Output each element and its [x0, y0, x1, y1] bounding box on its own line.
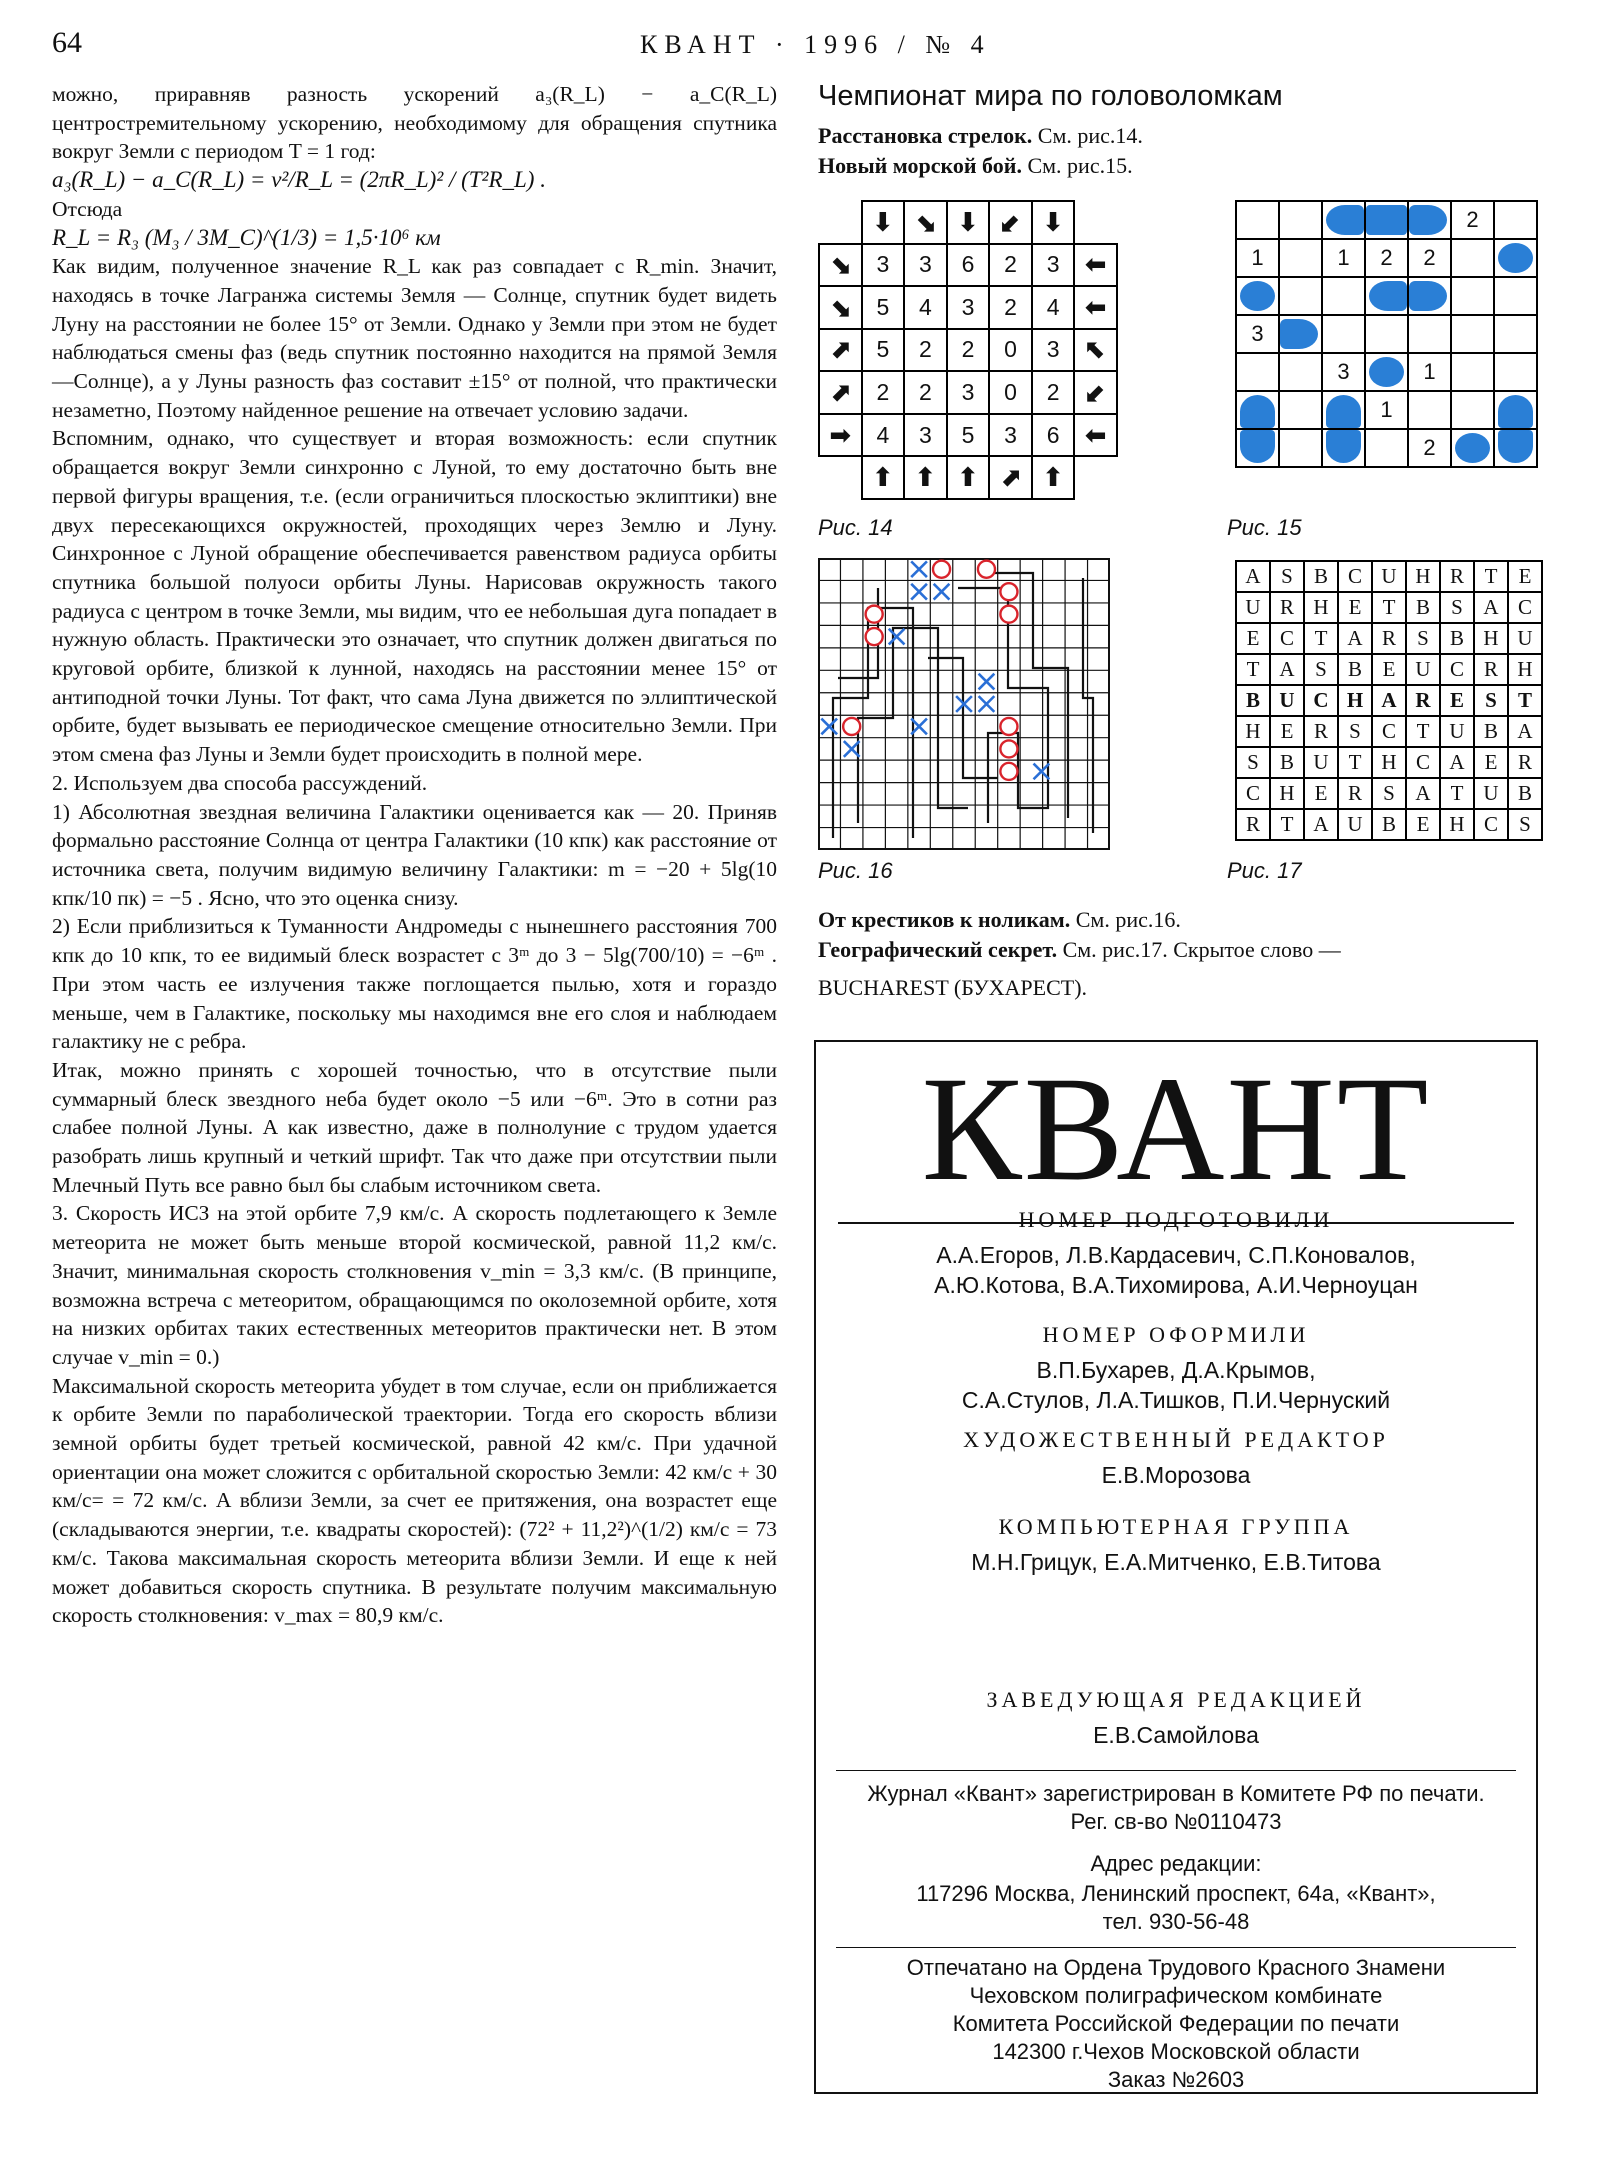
clue-number: 2 [1380, 245, 1393, 270]
clue-number: 2 [1423, 435, 1436, 460]
battleship-cell [1279, 277, 1322, 315]
formula: a₃(R_L) − a_C(R_L) = v²/R_L = (2πR_L)² / (T²R_L) . [52, 167, 546, 193]
address-line: 117296 Москва, Ленинский проспект, 64а, «Квант», [916, 1881, 1436, 1906]
battleship-cell [1365, 429, 1408, 467]
cross-mark [889, 629, 905, 645]
letter-cell: U [1474, 778, 1508, 809]
number-cell: 3 [1032, 329, 1075, 372]
battleship-cell [1322, 239, 1365, 277]
battleship-cell [1322, 201, 1365, 239]
divider [836, 1770, 1516, 1771]
registration-line: Журнал «Квант» зарегистрирован в Комитете РФ по печати. [867, 1781, 1485, 1806]
hidden-word: BUCHAREST (БУХАРЕСТ). [818, 975, 1088, 1000]
ship-segment [1498, 243, 1533, 273]
number-cell: 5 [862, 286, 905, 329]
computer-group-heading: КОМПЬЮТЕРНАЯ ГРУППА [998, 1514, 1354, 1539]
battleship-cell [1451, 353, 1494, 391]
ship-segment [1409, 205, 1447, 235]
battleship-cell [1279, 391, 1322, 429]
letter-cell: E [1474, 747, 1508, 778]
nought-mark [1000, 606, 1017, 623]
letter-cell: S [1304, 654, 1338, 685]
formula: R_L = R₃ (M₃ / 3M_C)^(1/3) = 1,5·10⁶ км [52, 224, 441, 250]
battleship-cell [1322, 429, 1365, 467]
arrow-cell: ⬉ [1074, 329, 1117, 372]
letter-cell: C [1372, 716, 1406, 747]
letter-cell: E [1440, 685, 1474, 716]
answers-bottom [818, 905, 1518, 1003]
battleship-cell [1408, 391, 1451, 429]
number-cell: 4 [862, 414, 905, 457]
battleship-cell [1451, 315, 1494, 353]
letter-cell: U [1406, 654, 1440, 685]
figure-15-battleship [1235, 200, 1538, 468]
letter-cell: E [1338, 592, 1372, 623]
corner-cell [1074, 201, 1117, 244]
art-editor-heading: ХУДОЖЕСТВЕННЫЙ РЕДАКТОР [963, 1427, 1389, 1452]
names-line: В.П.Бухарев, Д.А.Крымов, [1036, 1357, 1316, 1383]
number-cell: 2 [862, 371, 905, 414]
figure-15-caption: Рис. 15 [1227, 515, 1302, 540]
ship-segment [1498, 395, 1533, 428]
battleship-cell [1494, 353, 1537, 391]
letter-cell: R [1304, 716, 1338, 747]
ship-segment [1326, 205, 1364, 235]
paragraph: Как видим, полученное значение R_L как раз совпадает с R_min. Значит, находясь в точке Лагранжа системы Земля — Солнце, спутник будет видеть Луну на расстоянии не более 15° от Земли. Однако у Земли при этом не будет наблюдаться смены фаз (ведь спутник постоянно находится на прямой Земля—Солнце), а у Луны разность фаз составит ±15° от полной, что практически незаметно, Поэтому найденное решение на отвечает условию задачи. [52, 254, 777, 422]
letter-cell: T [1474, 561, 1508, 592]
printing-line: Отпечатано на Ордена Трудового Красного Знамени [906, 1955, 1446, 1980]
answer-ref: См. рис.17. Скрытое слово — [1057, 937, 1341, 962]
nought-mark [866, 606, 883, 623]
battleship-cell [1236, 391, 1279, 429]
letter-cell: C [1270, 623, 1304, 654]
letter-cell: C [1406, 747, 1440, 778]
number-cell: 3 [989, 414, 1032, 457]
battleship-cell [1408, 239, 1451, 277]
prepared-heading: НОМЕР ПОДГОТОВИЛИ [1018, 1207, 1334, 1232]
corner-cell [1074, 456, 1117, 499]
order-number: Заказ №2603 [1107, 2067, 1245, 2092]
letter-cell: R [1474, 654, 1508, 685]
letter-cell: B [1270, 747, 1304, 778]
ship-segment [1369, 281, 1407, 311]
cross-mark [979, 696, 995, 712]
letter-cell: S [1338, 716, 1372, 747]
corner-cell [819, 456, 862, 499]
letter-cell: R [1338, 778, 1372, 809]
letter-cell: A [1440, 747, 1474, 778]
nought-mark [866, 628, 883, 645]
number-cell: 0 [989, 329, 1032, 372]
address-heading: Адрес редакции: [1090, 1851, 1262, 1876]
right-column [818, 80, 1528, 181]
nought-mark [1000, 740, 1017, 757]
left-column-text [52, 80, 777, 1630]
ship-segment [1455, 433, 1490, 463]
arrow-cell: ⬆ [1032, 456, 1075, 499]
nought-mark [843, 718, 860, 735]
paragraph: 2. Используем два способа рассуждений. [52, 770, 428, 795]
printing-line: Комитета Российской Федерации по печати [952, 2011, 1400, 2036]
battleship-cell [1365, 353, 1408, 391]
battleship-cell [1322, 391, 1365, 429]
letter-cell: E [1304, 778, 1338, 809]
section-title: Чемпионат мира по головоломкам [818, 80, 1283, 112]
arrow-cell: ⬆ [947, 456, 990, 499]
arrow-cell: ⬊ [819, 286, 862, 329]
path-line [983, 573, 1068, 818]
clue-number: 2 [1466, 207, 1479, 232]
letter-cell: C [1508, 592, 1542, 623]
letter-cell: H [1440, 809, 1474, 840]
arrow-cell: ⬇ [1032, 201, 1075, 244]
battleship-cell [1236, 429, 1279, 467]
arrow-cell: ⬇ [947, 201, 990, 244]
battleship-cell [1494, 201, 1537, 239]
letter-cell: A [1304, 809, 1338, 840]
letter-cell: T [1304, 623, 1338, 654]
number-cell: 6 [1032, 414, 1075, 457]
printing-line: 142300 г.Чехов Московской области [992, 2039, 1360, 2064]
letter-cell: U [1440, 716, 1474, 747]
printing-info [816, 1954, 1536, 2094]
battleship-cell [1236, 201, 1279, 239]
battleship-cell [1322, 353, 1365, 391]
answer-title: От крестиков к ноликам. [818, 907, 1071, 932]
letter-cell: R [1270, 592, 1304, 623]
battleship-cell [1494, 391, 1537, 429]
paragraph: Отсюда [52, 196, 123, 221]
clue-number: 1 [1251, 245, 1264, 270]
ship-segment [1240, 281, 1275, 311]
letter-cell: S [1406, 623, 1440, 654]
arrow-cell: ⬈ [819, 371, 862, 414]
answer-line [818, 151, 1528, 181]
arrow-cell: ⬇ [862, 201, 905, 244]
arrow-cell: ⬅ [1074, 414, 1117, 457]
names-line: А.Ю.Котова, В.А.Тихомирова, А.И.Черноуцан [934, 1272, 1418, 1298]
battleship-cell [1408, 201, 1451, 239]
letter-cell: B [1474, 716, 1508, 747]
number-cell: 3 [862, 244, 905, 287]
cross-mark [821, 719, 837, 735]
letter-cell: R [1440, 561, 1474, 592]
battleship-cell [1279, 353, 1322, 391]
battleship-cell [1365, 277, 1408, 315]
answer-line [818, 905, 1518, 935]
answer-title: Расстановка стрелок. [818, 123, 1033, 148]
letter-cell: B [1508, 778, 1542, 809]
battleship-cell [1451, 201, 1494, 239]
prepared-names [816, 1240, 1536, 1300]
number-cell: 2 [989, 286, 1032, 329]
paragraph: можно, приравняв разность ускорений a₃(R_L) − a_C(R_L) центростремительному ускорению, необходимому для обращения спутника вокруг Земли с периодом T = 1 год: [52, 82, 777, 164]
running-head: КВАНТ · 1996 / № 4 [640, 30, 991, 59]
battleship-cell [1365, 201, 1408, 239]
figure-14-caption: Рис. 14 [818, 515, 893, 540]
battleship-cell [1322, 315, 1365, 353]
answer-line [818, 121, 1528, 151]
ship-segment [1369, 357, 1404, 387]
battleship-cell [1365, 391, 1408, 429]
number-cell: 6 [947, 244, 990, 287]
battleship-cell [1494, 277, 1537, 315]
letter-cell: T [1406, 716, 1440, 747]
paragraph: 3. Скорость ИСЗ на этой орбите 7,9 км/с. А скорость подлетающего к Земле метеорита не может быть меньше второй космической, равной 11,2 км/с. Значит, минимальная скорость столкновения v_min = 3,3 км/с. (В принципе, возможна встреча с метеоритом, обращающимся по околоземной орбите, хотя на низких орбитах таких естественных метеоритов практически нет. В этом случае v_min = 0.) [52, 1201, 777, 1369]
battleship-cell [1279, 315, 1322, 353]
battleship-cell [1494, 429, 1537, 467]
letter-cell: A [1338, 623, 1372, 654]
battleship-cell [1236, 239, 1279, 277]
battleship-cell [1322, 277, 1365, 315]
letter-cell: U [1338, 809, 1372, 840]
printing-line: Чеховском полиграфическом комбинате [969, 1983, 1383, 2008]
arrow-cell: ➡ [819, 414, 862, 457]
letter-cell: T [1440, 778, 1474, 809]
chief-heading: ЗАВЕДУЮЩАЯ РЕДАКЦИЕЙ [986, 1687, 1366, 1712]
letter-cell: B [1372, 809, 1406, 840]
arrow-cell: ⬆ [862, 456, 905, 499]
figure-14-arrows [818, 200, 1118, 500]
paragraph: Вспомним, однако, что существует и вторая возможность: если спутник обращается вокруг Земли синхронно с Луной, то ему достаточно быть вне первой фигуры вращения, т.е. (если ограничиться плоскостью эклиптики) вне двух пересекающихся окружностей, проходящих через Землю и Луну. Синхронное с Луной обращение обеспечивается равенством радиуса орбиты спутника большой полуоси орбиты Луны. Нарисовав окружность такого радиуса с центром в точке Земли, мы видим, что ее небольшая дуга попадает в нужную область. Практически это означает, что спутник должен двигаться по круговой орбите, близкой к лунной, находясь на расстоянии менее 15° от антиподной точки Луны. Тот факт, что сама Луна движется по эллиптической орбите, будет вызывать ее периодическое смещение относительно Земли. При этом смена фаз Луны и Земли будет происходить в полной мере. [52, 426, 777, 767]
battleship-cell [1408, 315, 1451, 353]
clue-number: 1 [1423, 359, 1436, 384]
number-cell: 2 [904, 329, 947, 372]
battleship-cell [1451, 277, 1494, 315]
letter-cell: T [1270, 809, 1304, 840]
battleship-cell [1408, 429, 1451, 467]
number-cell: 2 [904, 371, 947, 414]
letter-cell: U [1508, 623, 1542, 654]
letter-cell: S [1270, 561, 1304, 592]
letter-cell: H [1372, 747, 1406, 778]
battleship-cell [1279, 239, 1322, 277]
number-cell: 3 [947, 371, 990, 414]
letter-cell: A [1508, 716, 1542, 747]
answer-ref: См. рис.15. [1021, 153, 1133, 178]
letter-cell: C [1474, 809, 1508, 840]
battleship-cell [1494, 315, 1537, 353]
battleship-cell [1451, 429, 1494, 467]
letter-cell: A [1236, 561, 1270, 592]
arrow-cell: ⬆ [904, 456, 947, 499]
cross-mark [911, 584, 927, 600]
letter-cell: U [1236, 592, 1270, 623]
arrow-cell: ⬅ [1074, 286, 1117, 329]
letter-cell: C [1304, 685, 1338, 716]
arrow-cell: ⬋ [1074, 371, 1117, 414]
computer-group-names: М.Н.Грицук, Е.А.Митченко, Е.В.Титова [971, 1549, 1381, 1575]
number-cell: 2 [1032, 371, 1075, 414]
letter-cell: B [1236, 685, 1270, 716]
letter-cell: E [1508, 561, 1542, 592]
number-cell: 3 [904, 414, 947, 457]
number-cell: 2 [989, 244, 1032, 287]
letter-cell: H [1508, 654, 1542, 685]
letter-cell: E [1372, 654, 1406, 685]
letter-cell: H [1304, 592, 1338, 623]
ship-segment [1280, 319, 1318, 349]
letter-cell: A [1270, 654, 1304, 685]
arrow-cell: ⬈ [989, 456, 1032, 499]
colophon-box [814, 1040, 1538, 2094]
ship-segment [1409, 281, 1447, 311]
battleship-cell [1236, 353, 1279, 391]
registration-info [816, 1780, 1536, 1836]
letter-cell: B [1406, 592, 1440, 623]
clue-number: 3 [1337, 359, 1350, 384]
letter-cell: H [1406, 561, 1440, 592]
arrow-cell: ⬋ [989, 201, 1032, 244]
answer-ref: См. рис.14. [1032, 123, 1143, 148]
designed-heading: НОМЕР ОФОРМИЛИ [1042, 1322, 1310, 1347]
number-cell: 3 [904, 244, 947, 287]
number-cell: 5 [947, 414, 990, 457]
arrow-cell: ⬊ [819, 244, 862, 287]
clue-number: 1 [1337, 245, 1350, 270]
number-cell: 3 [1032, 244, 1075, 287]
letter-cell: T [1372, 592, 1406, 623]
letter-cell: C [1440, 654, 1474, 685]
battleship-cell [1365, 239, 1408, 277]
nought-mark [1000, 718, 1017, 735]
letter-cell: B [1440, 623, 1474, 654]
designed-names [816, 1355, 1536, 1415]
letter-cell: H [1474, 623, 1508, 654]
letter-cell: U [1270, 685, 1304, 716]
letter-cell: H [1270, 778, 1304, 809]
letter-cell: B [1304, 561, 1338, 592]
letter-cell: S [1236, 747, 1270, 778]
battleship-cell [1365, 315, 1408, 353]
nought-mark [1000, 583, 1017, 600]
paragraph: 1) Абсолютная звездная величина Галактики оценивается как — 20. Приняв формально расстояние Солнца от центра Галактики (10 кпк) как расстояние от источника света, получим видимую величину Галактики: m = −20 + 5lg(10 кпк/10 пк) = −5 . Ясно, что это оценка снизу. [52, 799, 777, 910]
clue-number: 1 [1380, 397, 1393, 422]
letter-cell: E [1270, 716, 1304, 747]
cross-mark [934, 584, 950, 600]
answer-title: Новый морской бой. [818, 153, 1022, 178]
letter-cell: U [1372, 561, 1406, 592]
letter-cell: R [1508, 747, 1542, 778]
nought-mark [933, 561, 950, 578]
figure-16-crosses-noughts [818, 558, 1110, 850]
divider [836, 1947, 1516, 1948]
number-cell: 4 [904, 286, 947, 329]
chief-name: Е.В.Самойлова [1093, 1722, 1259, 1748]
battleship-cell [1279, 429, 1322, 467]
arrow-cell: ⬈ [819, 329, 862, 372]
number-cell: 2 [947, 329, 990, 372]
number-cell: 4 [1032, 286, 1075, 329]
kvant-logo: КВАНТ [921, 1046, 1431, 1212]
letter-cell: H [1338, 685, 1372, 716]
nought-mark [978, 561, 995, 578]
letter-cell: C [1236, 778, 1270, 809]
battleship-cell [1494, 239, 1537, 277]
arrow-cell: ⬅ [1074, 244, 1117, 287]
battleship-cell [1408, 353, 1451, 391]
battleship-cell [1408, 277, 1451, 315]
figure-17-letter-grid [1235, 560, 1543, 841]
paragraph: Максимальной скорость метеорита убудет в том случае, если он приближается к орбите Земли по параболической траектории. Тогда его скорость вблизи земной орбиты будет третьей космической, равной 42 км/с. При удачной ориентации она может сложится с орбитальной скоростью Земли: 42 км/с + 30 км/с= = 72 км/с. А вблизи Земли, за счет ее притяжения, она возрастет еще (складываются энергии, т.е. квадраты скоростей): (72² + 11,2²)^(1/2) км/с = 73 км/с. Такова максимальная скорость метеорита вблизи Земли. И еще к ней может добавиться скорость спутника. В результате получим максимальную скорость столкновения: v_max = 80,9 км/с. [52, 1373, 777, 1628]
letter-cell: U [1304, 747, 1338, 778]
figure-17-caption: Рис. 17 [1227, 858, 1302, 883]
ship-segment [1240, 395, 1275, 428]
letter-cell: S [1372, 778, 1406, 809]
letter-cell: R [1372, 623, 1406, 654]
cross-mark [1034, 764, 1050, 780]
ship-segment [1326, 430, 1361, 463]
names-line: С.А.Стулов, Л.А.Тишков, П.И.Чернуский [961, 1387, 1391, 1413]
letter-cell: H [1236, 716, 1270, 747]
battleship-cell [1451, 239, 1494, 277]
registration-line: Рег. св-во №0110473 [1070, 1809, 1282, 1834]
arrow-cell: ⬊ [904, 201, 947, 244]
battleship-cell [1279, 201, 1322, 239]
letter-cell: B [1338, 654, 1372, 685]
answer-ref: См. рис.16. [1070, 907, 1181, 932]
letter-cell: S [1508, 809, 1542, 840]
answer-line [818, 935, 1518, 965]
letter-cell: R [1406, 685, 1440, 716]
paragraph: Итак, можно принять с хорошей точностью, что в отсутствие пыли суммарный блеск звездного неба будет около −5 или −6ᵐ. Это в сотни раз слабее полной Луны. А как известно, даже в полнолуние с трудом удается разобрать лишь крупный и четкий шрифт. Так что даже при отсутствии пыли Млечный Путь все равно был бы слабым источником света. [52, 1057, 777, 1197]
ship-segment [1326, 395, 1361, 428]
clue-number: 2 [1423, 245, 1436, 270]
number-cell: 5 [862, 329, 905, 372]
letter-cell: T [1236, 654, 1270, 685]
number-cell: 0 [989, 371, 1032, 414]
letter-cell: A [1406, 778, 1440, 809]
address-line: тел. 930-56-48 [1102, 1909, 1250, 1934]
art-editor-name: Е.В.Морозова [1101, 1462, 1251, 1488]
letter-cell: S [1440, 592, 1474, 623]
answer-title: Географический секрет. [818, 937, 1058, 962]
address [816, 1880, 1536, 1936]
path-line [958, 588, 1048, 823]
number-cell: 3 [947, 286, 990, 329]
letter-cell: S [1474, 685, 1508, 716]
ship-segment [1498, 430, 1533, 463]
letter-cell: E [1406, 809, 1440, 840]
paragraph: 2) Если приблизиться к Туманности Андромеды с нынешнего расстояния 700 кпк до 10 кпк, то ее видимый блеск возрастет с 3ᵐ до 3 − 5lg(700/10) = −6ᵐ . При этом часть ее излучения также поглощается пылью, хотя и гораздо меньше, чем в Галактике, поскольку мы находимся вне его слоя и наблюдаем галактику не с ребра. [52, 914, 777, 1054]
names-line: А.А.Егоров, Л.В.Кардасевич, С.П.Коновалов, [936, 1242, 1416, 1268]
clue-number: 3 [1251, 321, 1264, 346]
cross-mark [979, 674, 995, 690]
letter-cell: T [1508, 685, 1542, 716]
ship-segment [1366, 205, 1407, 235]
battleship-cell [1236, 315, 1279, 353]
ship-segment [1240, 430, 1275, 463]
letter-cell: T [1338, 747, 1372, 778]
battleship-cell [1451, 391, 1494, 429]
nought-mark [1000, 763, 1017, 780]
letter-cell: A [1474, 592, 1508, 623]
corner-cell [819, 201, 862, 244]
battleship-cell [1236, 277, 1279, 315]
letter-cell: R [1236, 809, 1270, 840]
letter-cell: A [1372, 685, 1406, 716]
page-number: 64 [52, 26, 82, 59]
letter-cell: C [1338, 561, 1372, 592]
figure-16-caption: Рис. 16 [818, 858, 893, 883]
cross-mark [911, 561, 927, 577]
letter-cell: E [1236, 623, 1270, 654]
